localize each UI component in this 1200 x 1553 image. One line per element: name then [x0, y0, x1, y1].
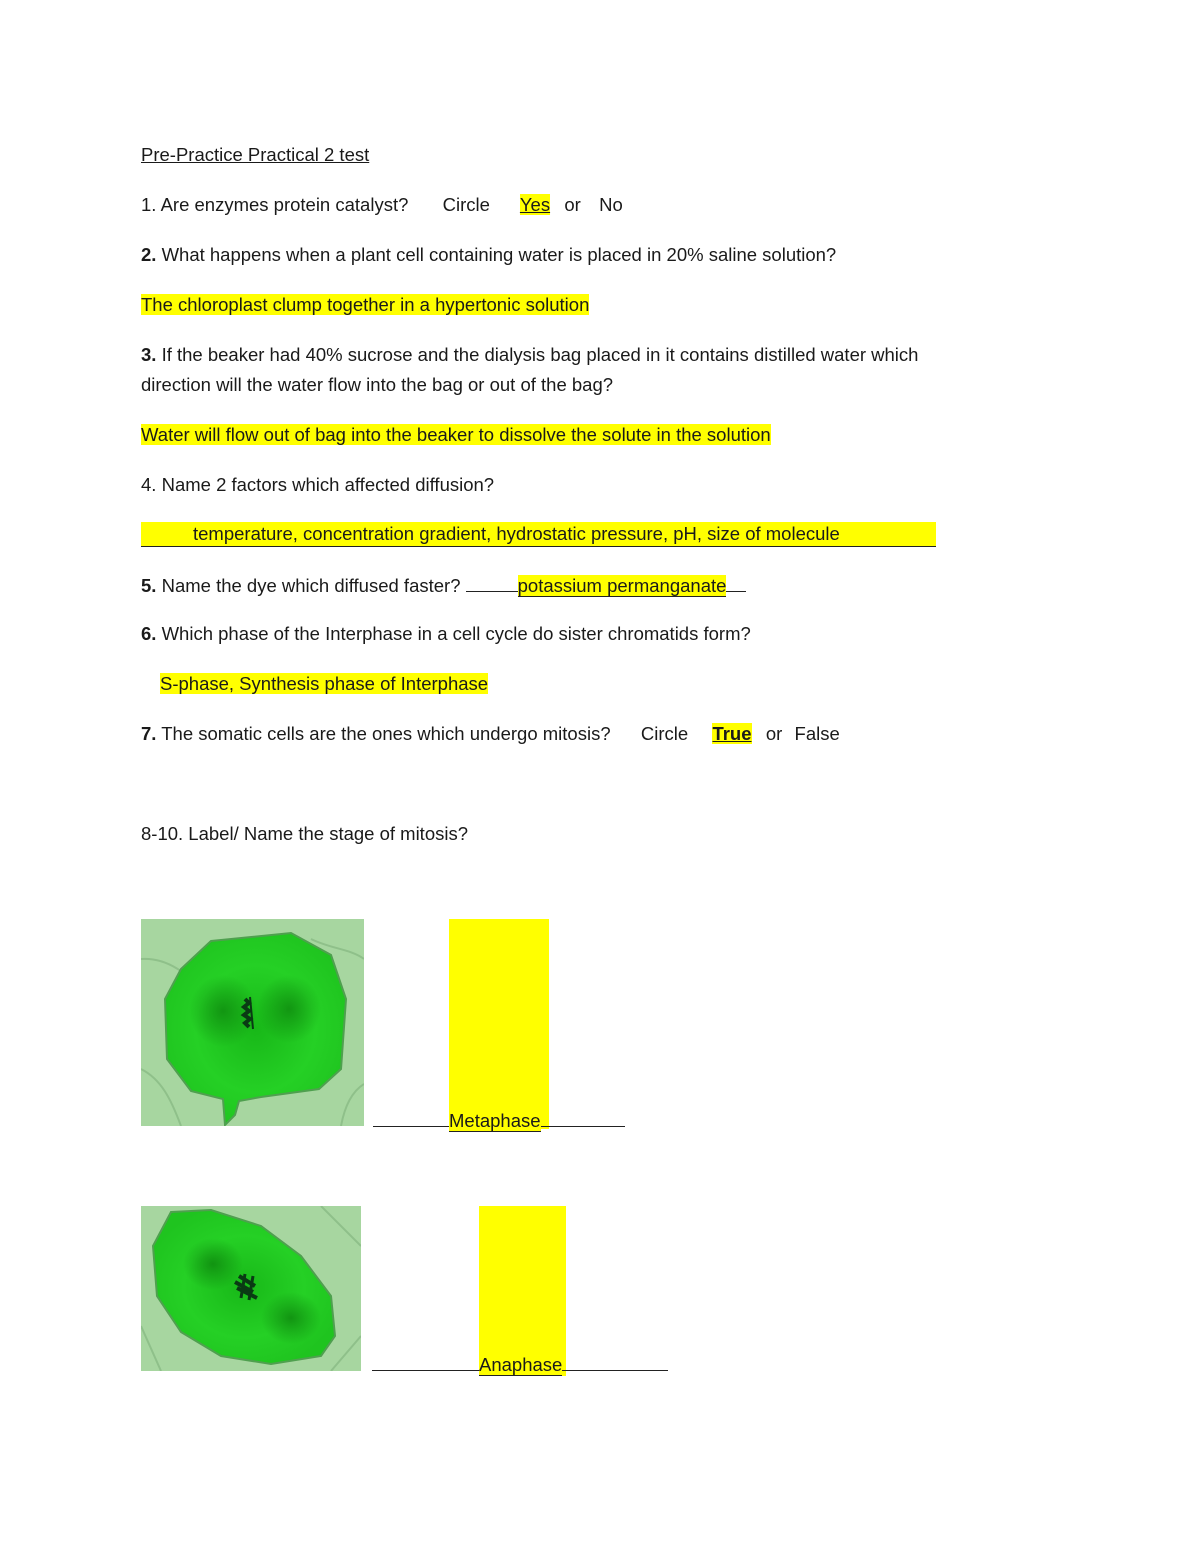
- q7-number: 7.: [141, 723, 157, 744]
- metaphase-label-line: [373, 1108, 625, 1133]
- q1-or: or: [564, 194, 581, 215]
- page-title: Pre-Practice Practical 2 test: [141, 144, 370, 165]
- q6-text: Which phase of the Interphase in a cell cycle do sister chromatids form?: [161, 623, 751, 644]
- q7-text: The somatic cells are the ones which undergo mitosis?: [161, 723, 611, 744]
- anaphase-micrograph: [141, 1206, 361, 1371]
- question-4: [141, 473, 494, 497]
- q4-text: Name 2 factors which affected diffusion?: [161, 474, 495, 495]
- metaphase-label: Metaphase: [449, 1110, 541, 1131]
- q6-answer-line: [160, 672, 488, 696]
- question-5: [141, 573, 746, 598]
- q1-text: Are enzymes protein catalyst?: [160, 194, 409, 215]
- anaphase-label: Anaphase: [479, 1354, 563, 1375]
- anaphase-highlight-box: [479, 1206, 566, 1376]
- q1-circle-label: Circle: [442, 194, 490, 215]
- question-2: [141, 243, 836, 267]
- q5-number: 5.: [141, 575, 157, 596]
- q5-answer: potassium permanganate: [517, 575, 727, 596]
- metaphase-micrograph: [141, 919, 364, 1126]
- q2-answer-line: [141, 293, 589, 317]
- q4-answer-line: [141, 522, 936, 547]
- q3-number: 3.: [141, 344, 157, 365]
- q7-answer: True: [712, 723, 752, 744]
- q3-answer: Water will flow out of bag into the beaker to dissolve the solute in the solution: [141, 424, 771, 445]
- q1-other-option: No: [599, 194, 623, 215]
- question-3: [141, 343, 918, 367]
- q6-number: 6.: [141, 623, 157, 644]
- q1-answer: Yes: [519, 194, 551, 215]
- q3-answer-line: [141, 423, 771, 447]
- q1-number: 1.: [141, 194, 157, 215]
- q4-number: 4.: [141, 474, 157, 495]
- q7-other-option: False: [794, 723, 840, 744]
- question-6: [141, 622, 751, 646]
- q4-answer: temperature, concentration gradient, hydrostatic pressure, pH, size of molecule: [193, 523, 840, 544]
- q3-text-line2: direction will the water flow into the bag or out of the bag?: [141, 374, 614, 395]
- q3-text-line1: If the beaker had 40% sucrose and the dialysis bag placed in it contains distilled water which: [161, 344, 919, 365]
- question-1: [141, 193, 623, 217]
- q7-circle-label: Circle: [640, 723, 689, 744]
- anaphase-label-line: [372, 1352, 668, 1377]
- question-7: [141, 722, 840, 746]
- q2-text: What happens when a plant cell containing water is placed in 20% saline solution?: [161, 244, 837, 265]
- q6-answer: S-phase, Synthesis phase of Interphase: [160, 673, 489, 694]
- q2-number: 2.: [141, 244, 157, 265]
- question-8-10: 8-10. Label/ Name the stage of mitosis?: [141, 823, 469, 844]
- q5-text: Name the dye which diffused faster?: [161, 575, 461, 596]
- metaphase-highlight-box: [449, 919, 549, 1129]
- q7-or: or: [765, 723, 783, 744]
- q2-answer: The chloroplast clump together in a hypertonic solution: [141, 294, 590, 315]
